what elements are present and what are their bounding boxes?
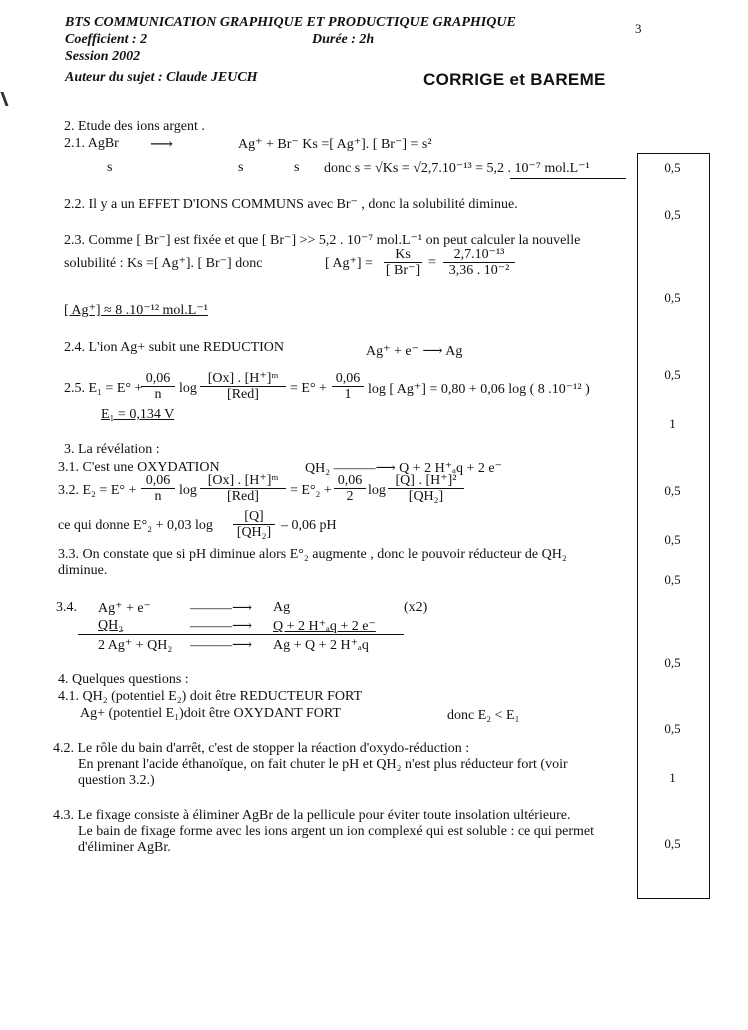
s25-b: = E° + — [290, 381, 327, 396]
s21-label: 2.1. AgBr — [64, 136, 119, 151]
s34-r1-right: Ag — [273, 600, 291, 615]
s21-donc: donc s = √Ks = √2,7.10⁻¹³ = 5,2 . 10⁻⁷ mol.L⁻¹ — [324, 161, 590, 176]
s32-log1: log — [179, 483, 197, 498]
s24-equation: Ag⁺ + e⁻ ⟶ Ag — [366, 344, 463, 359]
score-3-2: 0,5 — [664, 532, 681, 547]
page-title: CORRIGE et BAREME — [423, 70, 606, 89]
s23-line1: 2.3. Comme [ Br⁻] est fixée et que [ Br⁻] >> 5,2 . 10⁻⁷ mol.L⁻¹ on peut calculer la nouvelle — [64, 233, 581, 248]
section-2-title: 2. Etude des ions argent . — [64, 119, 205, 134]
s41-donc: donc E₂ < E₁ — [447, 708, 520, 723]
section-3-title: 3. La révélation : — [64, 442, 160, 457]
s32-frac1 — [141, 474, 175, 504]
section-4-title: 4. Quelques questions : — [58, 672, 189, 687]
s25-frac3-den: 1 — [344, 387, 352, 402]
s34-r2-arrow: ———⟶ — [190, 619, 253, 634]
s25-frac2 — [200, 372, 286, 402]
s21-s2: s — [238, 160, 244, 175]
s23-frac2 — [443, 248, 515, 278]
s32-frac1-den: n — [154, 489, 162, 504]
s23-frac2-num: 2,7.10⁻¹³ — [443, 248, 515, 263]
s25-log1: log — [179, 381, 197, 396]
margin-mark — [0, 92, 16, 106]
s32-frac3 — [334, 474, 366, 504]
score-4-3: 0,5 — [664, 836, 681, 851]
s34-r1-arrow: ———⟶ — [190, 601, 253, 616]
s32-frac5 — [233, 510, 275, 540]
s25-a: 2.5. E₁ = E° + — [64, 381, 143, 396]
s23-frac1-den: [ Br⁻] — [385, 263, 421, 278]
s32-frac2-den: [Red] — [227, 489, 259, 504]
s23-frac1 — [384, 248, 422, 278]
s34-label: 3.4. — [56, 600, 77, 615]
score-3-1: 0,5 — [664, 483, 681, 498]
page-number: 3 — [635, 21, 642, 36]
s32-ce: ce qui donne E°₂ + 0,03 log — [58, 518, 213, 533]
s34-r1-left: Ag⁺ + e⁻ — [98, 601, 151, 616]
s25-c: log [ Ag⁺] = 0,80 + 0,06 log ( 8 .10⁻¹² ) — [368, 382, 590, 397]
s21-underline — [510, 178, 626, 179]
s25-result: E₁ = 0,134 V — [101, 407, 175, 422]
s23-result: [ Ag⁺] ≈ 8 .10⁻¹² mol.L⁻¹ — [64, 303, 208, 318]
header-coefficient: Coefficient : 2 — [65, 32, 148, 47]
s31-text: 3.1. C'est une OXYDATION — [58, 460, 220, 475]
s32-frac3-num: 0,06 — [334, 474, 366, 489]
s32-frac2 — [200, 474, 286, 504]
s25-frac1 — [141, 372, 175, 402]
s32-frac5-num: [Q] — [233, 510, 275, 525]
s41-line1: 4.1. QH₂ (potentiel E₂) doit être REDUCTEUR FORT — [58, 689, 363, 704]
score-2-1: 0,5 — [664, 160, 681, 175]
header-duree: Durée : 2h — [312, 32, 375, 47]
s32-frac1-num: 0,06 — [141, 474, 175, 489]
s25-frac3-num: 0,06 — [332, 372, 364, 387]
s32-frac2-num: [Ox] . [H⁺]ᵐ — [200, 474, 286, 489]
s32-log2: log — [368, 483, 386, 498]
s23-eq: = — [428, 255, 436, 270]
s21-s1: s — [107, 160, 113, 175]
s25-frac3 — [332, 372, 364, 402]
s34-r1-mult: (x2) — [404, 600, 428, 615]
s23-ag: [ Ag⁺] = — [325, 256, 373, 271]
score-4-1: 0,5 — [664, 721, 681, 736]
s32-frac5-den: [QH₂] — [236, 525, 272, 540]
score-4-2: 1 — [669, 770, 676, 785]
s23-frac1-num: Ks — [384, 248, 422, 263]
s25-frac2-num: [Ox] . [H⁺]ᵐ — [200, 372, 286, 387]
header-line1: BTS COMMUNICATION GRAPHIQUE ET PRODUCTIQUE GRAPHIQUE — [65, 15, 516, 30]
s34-r2-right: Q + 2 H⁺ₐq + 2 e⁻ — [273, 619, 376, 634]
s33-line1: 3.3. On constate que si pH diminue alors E°₂ augmente , donc le pouvoir réducteur de QH₂ — [58, 547, 567, 562]
header-session: Session 2002 — [65, 49, 141, 64]
s32-frac4 — [388, 474, 464, 504]
s42-line2: En prenant l'acide éthanoïque, on fait chuter le pH et QH₂ n'est plus réducteur fort (voir — [78, 757, 568, 772]
s32-frac4-den: [QH₂] — [408, 489, 444, 504]
s43-line1: 4.3. Le fixage consiste à éliminer AgBr de la pellicule pour éviter toute insolation ultérieure. — [53, 808, 571, 823]
bareme-box — [637, 153, 710, 899]
s25-frac2-den: [Red] — [227, 387, 259, 402]
s33-line2: diminue. — [58, 563, 108, 578]
s42-line3: question 3.2.) — [78, 773, 155, 788]
s32-a: 3.2. E₂ = E° + — [58, 483, 137, 498]
s34-r3-left: 2 Ag⁺ + QH₂ — [98, 638, 173, 653]
s25-frac1-num: 0,06 — [141, 372, 175, 387]
s34-r3-arrow: ———⟶ — [190, 638, 253, 653]
score-3-4: 0,5 — [664, 655, 681, 670]
score-3-3: 0,5 — [664, 572, 681, 587]
s34-r3-right: Ag + Q + 2 H⁺ₐq — [273, 638, 369, 653]
s24-text: 2.4. L'ion Ag+ subit une REDUCTION — [64, 340, 285, 355]
s23-frac2-den: 3,36 . 10⁻² — [448, 263, 510, 278]
s25-frac1-den: n — [154, 387, 162, 402]
s32-ph: – 0,06 pH — [281, 518, 337, 533]
score-2-5: 1 — [669, 416, 676, 431]
s43-line3: d'éliminer AgBr. — [78, 840, 171, 855]
s21-arrow: ⟶ — [150, 136, 173, 153]
score-2-2: 0,5 — [664, 207, 681, 222]
s42-line1: 4.2. Le rôle du bain d'arrêt, c'est de stopper la réaction d'oxydo-réduction : — [53, 741, 470, 756]
s22-text: 2.2. Il y a un EFFET D'IONS COMMUNS avec Br⁻ , donc la solubilité diminue. — [64, 197, 518, 212]
s23-line2: solubilité : Ks =[ Ag⁺]. [ Br⁻] donc — [64, 256, 263, 271]
s32-frac3-den: 2 — [346, 489, 354, 504]
s21-s3: s — [294, 160, 300, 175]
s32-b: = E°₂ + — [290, 483, 332, 498]
header-auteur: Auteur du sujet : Claude JEUCH — [65, 70, 258, 85]
s31-equation: QH₂ ———⟶ Q + 2 H⁺ₐq + 2 e⁻ — [305, 461, 503, 476]
s34-r2-left: QH₂ — [98, 618, 124, 633]
score-2-3: 0,5 — [664, 290, 681, 305]
s32-frac4-num: [Q] . [H⁺]² — [388, 474, 464, 489]
s34-sum-line — [78, 634, 404, 635]
s41-line2: Ag+ (potentiel E₁)doit être OXYDANT FORT — [80, 706, 341, 721]
s21-equation: Ag⁺ + Br⁻ Ks =[ Ag⁺]. [ Br⁻] = s² — [238, 137, 432, 152]
s43-line2: Le bain de fixage forme avec les ions argent un ion complexé qui est soluble : ce qui permet — [78, 824, 595, 839]
score-2-4: 0,5 — [664, 367, 681, 382]
